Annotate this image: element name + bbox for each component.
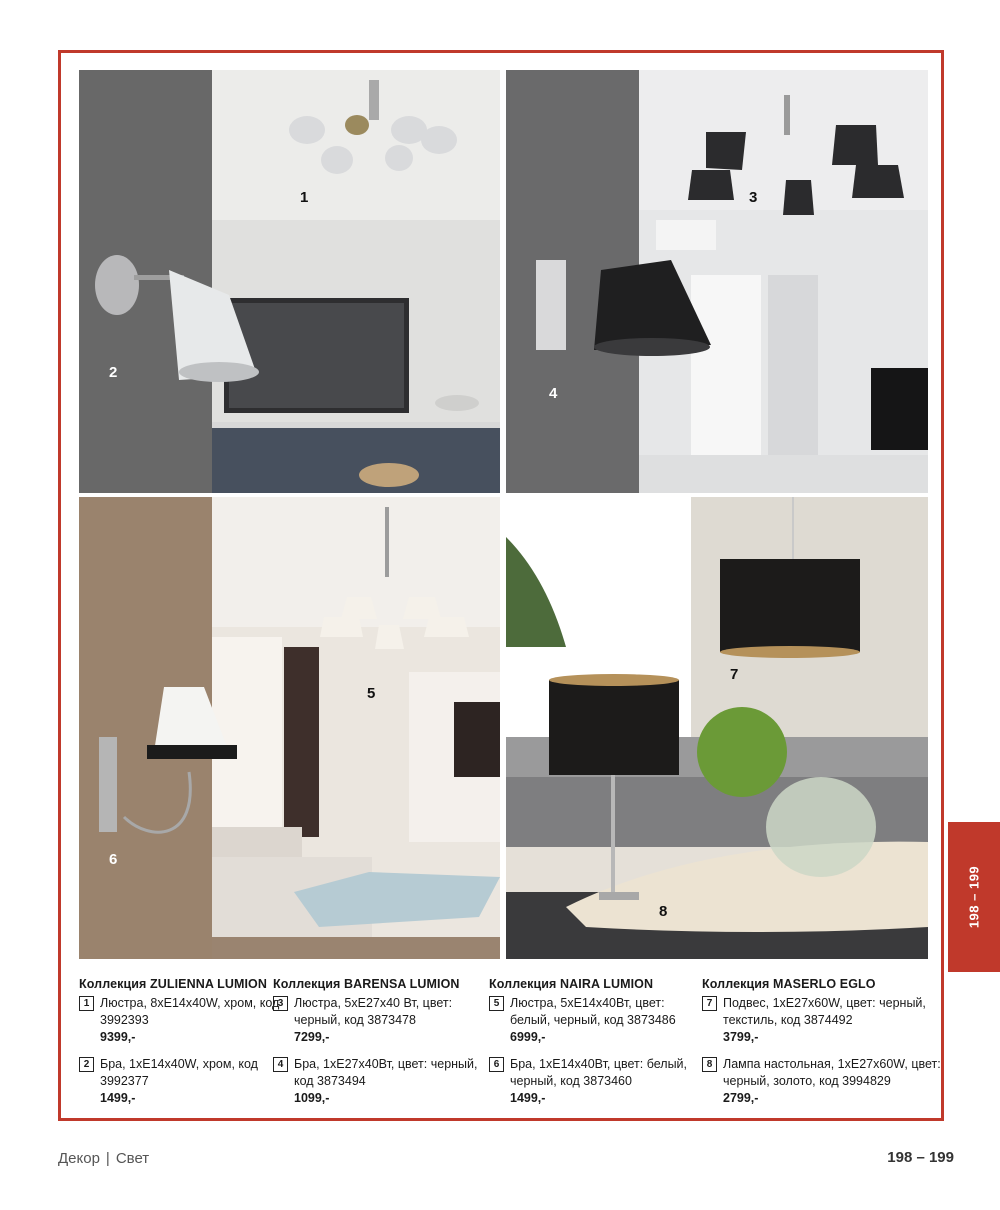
photo-naira [79, 497, 500, 959]
photo-barensa [506, 70, 928, 493]
footer-section: Декор [58, 1150, 100, 1167]
product-number: 7 [702, 996, 717, 1011]
photo-label-1: 1 [300, 189, 309, 206]
product-item [273, 1056, 488, 1107]
product-description: Бра, 1xE14x40W, хром, код 3992377 [100, 1057, 258, 1088]
product-description: Люстра, 8xE14x40W, хром, код 3992393 [100, 996, 280, 1027]
product-item [702, 995, 942, 1046]
product-item [79, 1056, 294, 1107]
page-numbers: 198 – 199 [887, 1149, 954, 1166]
footer-separator: | [105, 1150, 110, 1167]
photo-label-2: 2 [109, 364, 118, 381]
product-description: Люстра, 5xE14x40Вт, цвет: белый, черный, код 3873486 [510, 996, 676, 1027]
product-price: 7299,- [294, 1030, 330, 1044]
product-price: 1499,- [510, 1091, 546, 1105]
collection-title: Коллекция MASERLO EGLO [702, 977, 876, 991]
product-price: 1099,- [294, 1091, 330, 1105]
product-description: Лампа настольная, 1xE27x60W, цвет: черный, золото, код 3994829 [723, 1057, 941, 1088]
collection-maserlo [702, 976, 942, 1117]
product-captions [79, 976, 939, 1116]
product-number: 4 [273, 1057, 288, 1072]
product-description: Люстра, 5xE27x40 Вт, цвет: черный, код 3873478 [294, 996, 453, 1027]
product-number: 6 [489, 1057, 504, 1072]
product-number: 1 [79, 996, 94, 1011]
product-description: Подвес, 1xE27x60W, цвет: черный, текстиль, код 3874492 [723, 996, 926, 1027]
page-range-tab [948, 822, 1000, 972]
product-price: 3799,- [723, 1030, 759, 1044]
footer-subsection: Свет [115, 1150, 150, 1167]
collection-title: Коллекция BARENSA LUMION [273, 977, 460, 991]
product-item [489, 1056, 704, 1107]
photo-zulienna [79, 70, 500, 493]
product-price: 9399,- [100, 1030, 136, 1044]
photo-label-8: 8 [659, 903, 668, 920]
photo-label-4: 4 [549, 385, 558, 402]
footer-breadcrumb [58, 1150, 149, 1167]
collection-zulienna [79, 976, 294, 1117]
product-item [702, 1056, 942, 1107]
product-number: 5 [489, 996, 504, 1011]
collection-naira [489, 976, 704, 1117]
collection-title: Коллекция NAIRA LUMION [489, 977, 654, 991]
product-number: 2 [79, 1057, 94, 1072]
product-item [489, 995, 704, 1046]
photo-label-3: 3 [749, 189, 758, 206]
collection-barensa [273, 976, 488, 1117]
product-price: 1499,- [100, 1091, 136, 1105]
product-description: Бра, 1xE14x40Вт, цвет: белый, черный, код 3873460 [510, 1057, 688, 1088]
photo-label-6: 6 [109, 851, 118, 868]
product-number: 8 [702, 1057, 717, 1072]
product-item [273, 995, 488, 1046]
photo-label-7: 7 [730, 666, 739, 683]
product-number: 3 [273, 996, 288, 1011]
product-price: 6999,- [510, 1030, 546, 1044]
product-item [79, 995, 294, 1046]
product-description: Бра, 1xE27x40Вт, цвет: черный, код 3873494 [294, 1057, 478, 1088]
product-price: 2799,- [723, 1091, 759, 1105]
page-range-tab-label: 198 – 199 [966, 865, 982, 929]
collection-title: Коллекция ZULIENNA LUMION [79, 977, 268, 991]
photo-maserlo [506, 497, 928, 959]
photo-label-5: 5 [367, 685, 376, 702]
